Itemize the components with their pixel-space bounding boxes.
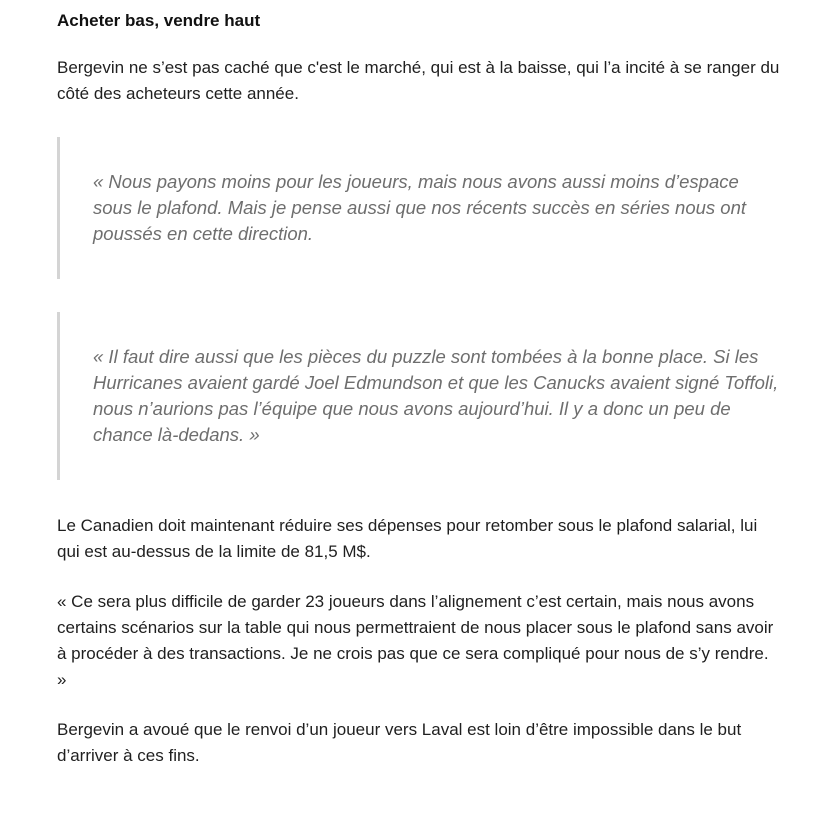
blockquote-2-text: « Il faut dire aussi que les pièces du puzzle sont tombées à la bonne place. Si les Hurricanes avaient gardé Joel Edmundson et que les Canucks avaient signé Toffoli, nous n’aurions pas l’équipe que nous avons aujourd’hui. Il y a donc un peu de chance là-dedans. » (93, 346, 779, 445)
blockquote-2 (57, 312, 782, 480)
section-heading: Acheter bas, vendre haut (57, 11, 261, 30)
article-body (57, 8, 782, 769)
paragraph-quote-scenarios: « Ce sera plus difficile de garder 23 joueurs dans l’alignement c’est certain, mais nous avons certains scénarios sur la table qui nous permettraient de nous placer sous le plafond sans avoir à procéder à des transactions. Je ne crois pas que ce sera compliqué pour nous de s’y rendre. » (57, 592, 774, 689)
paragraph-salary-cap: Le Canadien doit maintenant réduire ses dépenses pour retomber sous le plafond salarial, lui qui est au-dessus de la limite de 81,5 M$. (57, 516, 758, 561)
paragraph-laval: Bergevin a avoué que le renvoi d’un joueur vers Laval est loin d’être impossible dans le but d’arriver à ces fins. (57, 720, 742, 765)
intro-paragraph: Bergevin ne s’est pas caché que c'est le marché, qui est à la baisse, qui l’a incité à se ranger du côté des acheteurs cette année. (57, 58, 780, 103)
blockquote-1 (57, 137, 782, 279)
blockquote-1-text: « Nous payons moins pour les joueurs, mais nous avons aussi moins d’espace sous le plafond. Mais je pense aussi que nos récents succès en séries nous ont poussés en cette direction. (93, 171, 747, 244)
